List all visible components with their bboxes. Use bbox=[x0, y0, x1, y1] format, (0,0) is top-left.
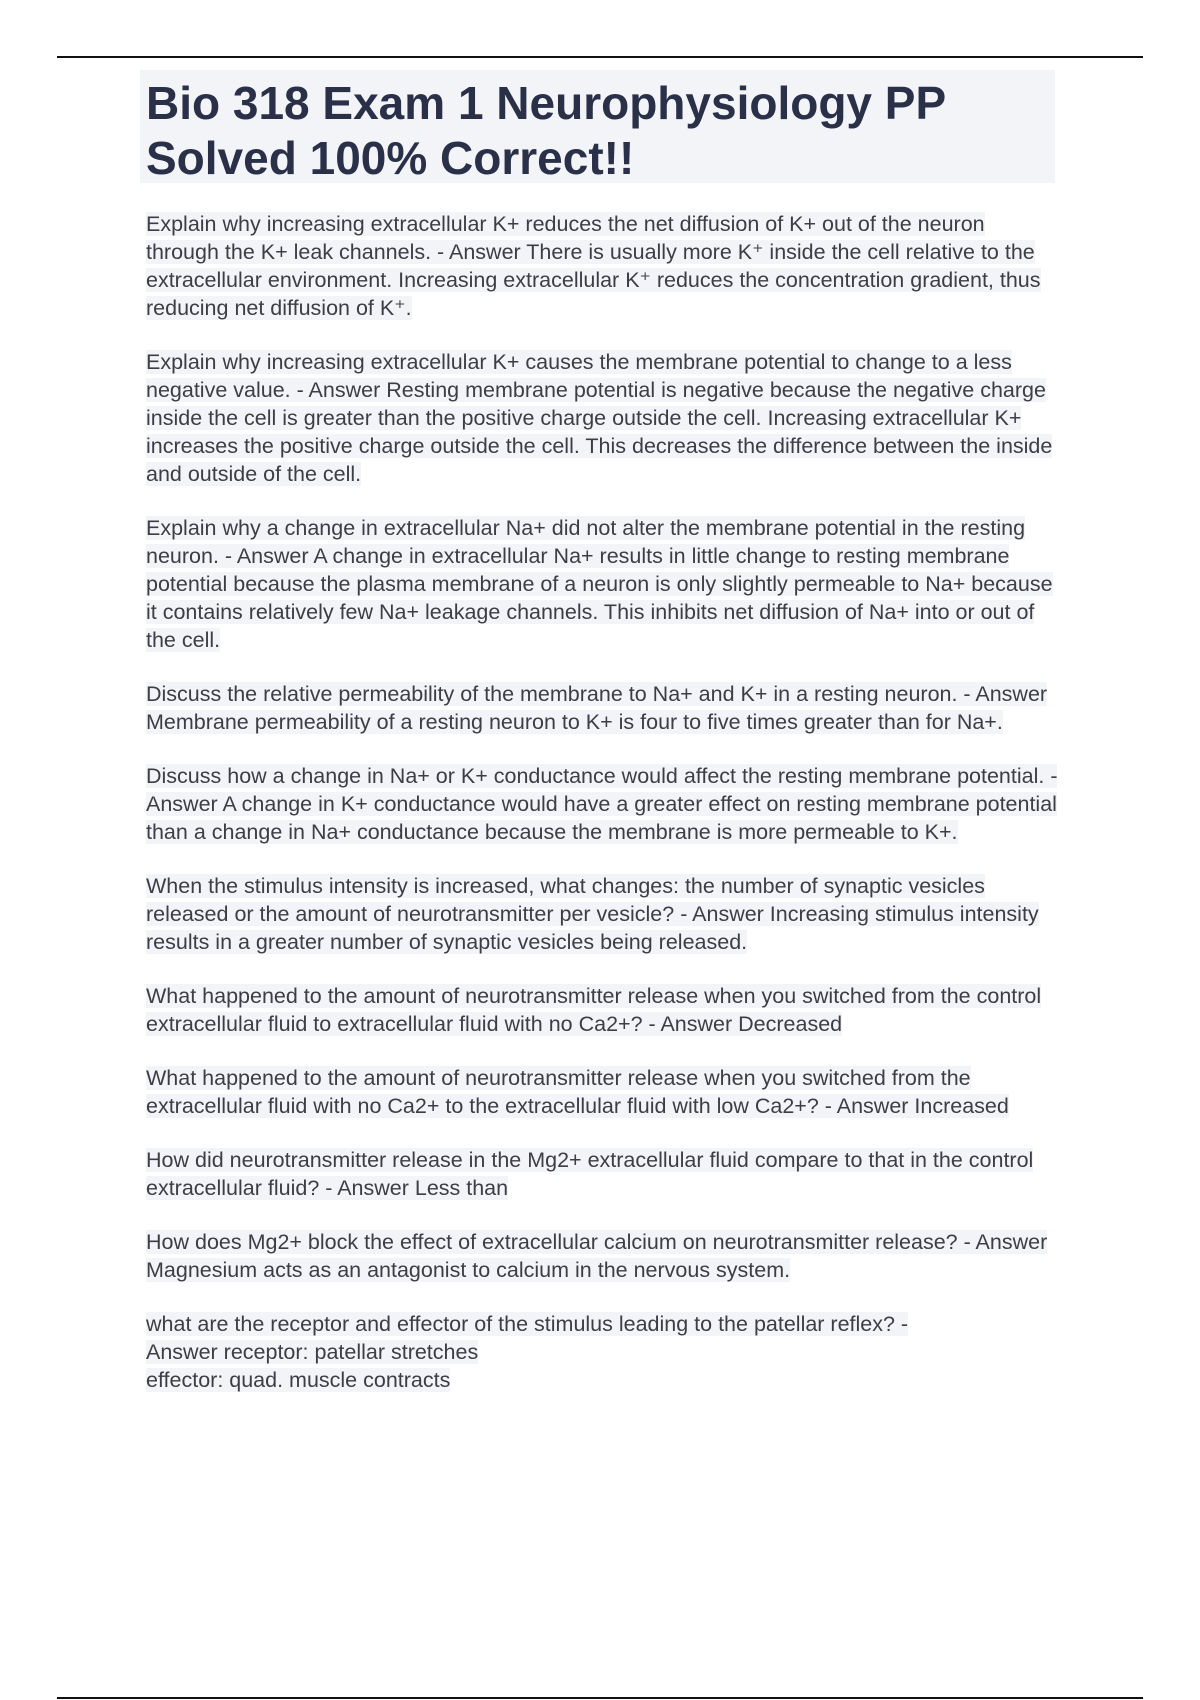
page-title: Bio 318 Exam 1 Neurophysiology PP Solved 100% Correct!! bbox=[146, 77, 946, 184]
qa-line-text: effector: quad. muscle contracts bbox=[146, 1368, 451, 1392]
qa-text: Explain why increasing extracellular K+ causes the membrane potential to change to a less negative value. - Answer Resting membrane potential is negative because the negative charge inside the cell is greater than the positive charge outside the cell. Increasing extracellular K+ increases the positive charge outside the cell. This decreases the difference between the inside and outside of the cell. bbox=[146, 350, 1053, 486]
qa-line-text: what are the receptor and effector of the stimulus leading to the patellar reflex? - bbox=[146, 1312, 909, 1336]
qa-entry bbox=[146, 1064, 1061, 1120]
qa-entry bbox=[146, 680, 1061, 736]
qa-entry-last bbox=[146, 1310, 1061, 1394]
qa-text: Explain why a change in extracellular Na+ did not alter the membrane potential in the resting neuron. - Answer A change in extracellular Na+ results in little change to resting membrane potential because the plasma membrane of a neuron is only slightly permeable to Na+ because it contains relatively few Na+ leakage channels. This inhibits net diffusion of Na+ into or out of the cell. bbox=[146, 516, 1053, 652]
qa-line bbox=[146, 1366, 1061, 1394]
qa-text: Explain why increasing extracellular K+ reduces the net diffusion of K+ out of the neuron through the K+ leak channels. - Answer There is usually more K⁺ inside the cell relative to the extracellular environment. Increasing extracellular K⁺ reduces the concentration gradient, thus reducing net diffusion of K⁺. bbox=[146, 212, 1041, 320]
bottom-rule bbox=[57, 1697, 1143, 1699]
document-body bbox=[146, 210, 1061, 1420]
qa-entry bbox=[146, 348, 1061, 488]
qa-text: What happened to the amount of neurotransmitter release when you switched from the control extracellular fluid to extracellular fluid with no Ca2+? - Answer Decreased bbox=[146, 984, 1042, 1036]
qa-entry bbox=[146, 1228, 1061, 1284]
qa-entry bbox=[146, 762, 1061, 846]
qa-text: How did neurotransmitter release in the Mg2+ extracellular fluid compare to that in the control extracellular fluid? - Answer Less than bbox=[146, 1148, 1034, 1200]
qa-entry bbox=[146, 872, 1061, 956]
qa-text: When the stimulus intensity is increased, what changes: the number of synaptic vesicles released or the amount of neurotransmitter per vesicle? - Answer Increasing stimulus intensity results in a greater number of synaptic vesicles being released. bbox=[146, 874, 1039, 954]
qa-entry bbox=[146, 982, 1061, 1038]
qa-text: Discuss how a change in Na+ or K+ conductance would affect the resting membrane potential. - Answer A change in K+ conductance would have a greater effect on resting membrane potential than a change in Na+ conductance because the membrane is more permeable to K+. bbox=[146, 764, 1058, 844]
title-box bbox=[140, 70, 1055, 183]
qa-line-text: Answer receptor: patellar stretches bbox=[146, 1340, 479, 1364]
qa-text: How does Mg2+ block the effect of extracellular calcium on neurotransmitter release? - Answer Magnesium acts as an antagonist to calcium in the nervous system. bbox=[146, 1230, 1048, 1282]
qa-text: What happened to the amount of neurotransmitter release when you switched from the extracellular fluid with no Ca2+ to the extracellular fluid with low Ca2+? - Answer Increased bbox=[146, 1066, 1009, 1118]
qa-text: Discuss the relative permeability of the membrane to Na+ and K+ in a resting neuron. - Answer Membrane permeability of a resting neuron to K+ is four to five times greater than for Na+. bbox=[146, 682, 1048, 734]
qa-entry bbox=[146, 210, 1061, 322]
qa-line bbox=[146, 1338, 1061, 1366]
qa-line bbox=[146, 1310, 1061, 1338]
top-rule bbox=[57, 56, 1143, 58]
qa-entry bbox=[146, 1146, 1061, 1202]
qa-entry bbox=[146, 514, 1061, 654]
